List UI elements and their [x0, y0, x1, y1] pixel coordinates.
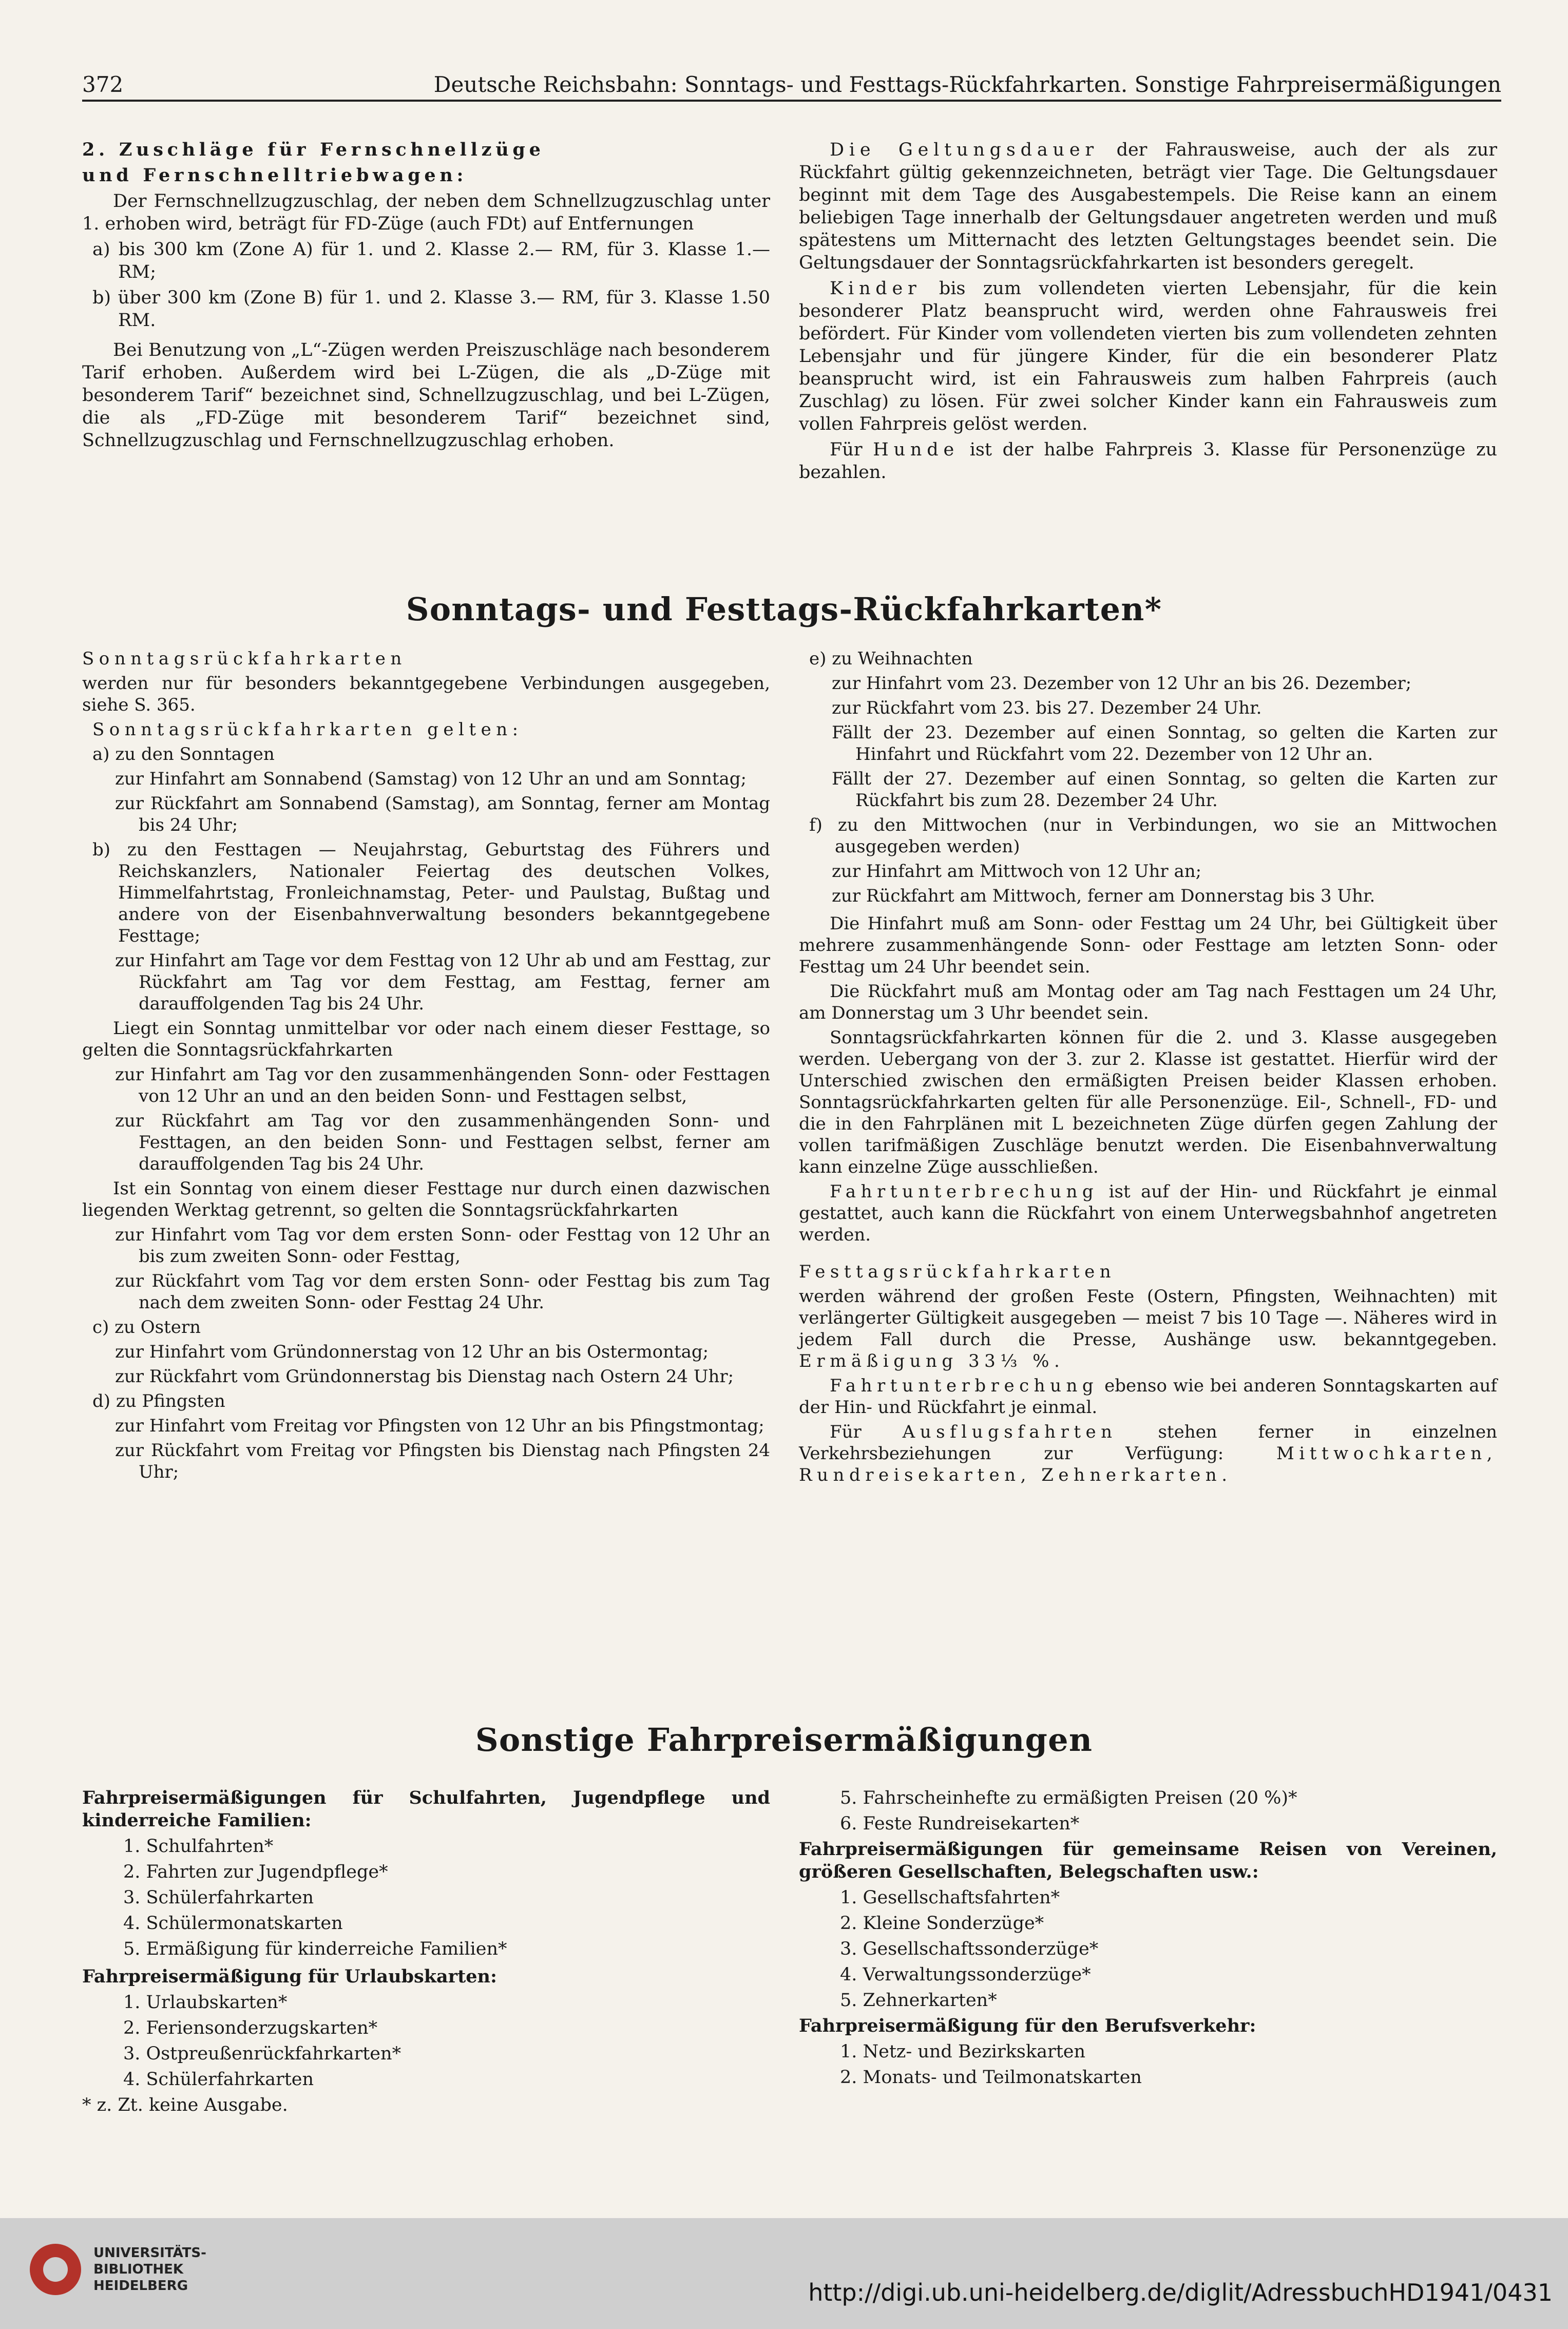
section1-right-column — [799, 648, 1497, 1489]
list-item: b) über 300 km (Zone B) für 1. und 2. Klasse 3.— RM, für 3. Klasse 1.50 RM. — [92, 288, 770, 331]
subheading-sonntagsrueckfahrkarten: Sonntagsrückfahrkarten — [82, 648, 407, 669]
paragraph: werden nur für besonders bekanntgegebene Verbindungen ausgegeben, siehe S. 365. — [82, 673, 770, 715]
emphasis: Fahrtunterbrechung — [830, 1376, 1099, 1396]
list-item: 1. Netz- und Bezirkskarten — [840, 2041, 1086, 2062]
permalink-url[interactable]: http://digi.ub.uni-heidelberg.de/diglit/AdressbuchHD1941/0431 — [808, 2279, 1553, 2306]
section2-left-column — [82, 1787, 770, 2120]
paragraph-text: Für — [830, 1422, 903, 1442]
list-item: 2. Monats- und Teilmonatskarten — [840, 2067, 1142, 2088]
paragraph-fahrtunterbrechung — [799, 1181, 1497, 1246]
subtitle-fernschnellzuege: 2. Zuschläge für Fernschnellzüge — [82, 139, 545, 160]
list-line: zur Rückfahrt vom Freitag vor Pfingsten bis Dienstag nach Pfingsten 24 Uhr; — [115, 1440, 770, 1482]
paragraph-text: der Fahrausweise, auch der als zur Rückfahrt gültig gekennzeichneten, beträgt vier Tage. Die Geltungsdauer beginnt mit dem Tage des Ausgabestempels. Die Reise kann an einem beliebigen Tage innerhalb der Geltungsdauer angetreten werden und muß spätestens um Mitternacht des letzten Geltungstages beendet sein. Die Geltungsdauer der Sonntagsrückfahrkarten ist besonders geregelt. — [799, 140, 1497, 273]
list-line: Fällt der 27. Dezember auf einen Sonntag, so gelten die Karten zur Rückfahrt bis zum 28. Dezember 24 Uhr. — [832, 769, 1497, 811]
list-line: zur Rückfahrt vom Tag vor dem ersten Sonn- oder Festtag bis zum Tag nach dem zweiten Sonn- oder Festtag 24 Uhr. — [115, 1271, 770, 1313]
list-line: zur Rückfahrt vom Gründonnerstag bis Dienstag nach Ostern 24 Uhr; — [115, 1366, 734, 1387]
list-item: 4. Verwaltungssonderzüge* — [840, 1964, 1091, 1985]
paragraph: Die Rückfahrt muß am Montag oder am Tag nach Festtagen um 24 Uhr, am Donnerstag um 3 Uhr beendet sein. — [799, 981, 1497, 1023]
running-header — [82, 68, 1501, 102]
paragraph-hunde — [799, 438, 1497, 484]
library-name-line: UNIVERSITÄTS- — [93, 2245, 206, 2261]
list-line: Fällt der 23. Dezember auf einen Sonntag, so gelten die Karten zur Hinfahrt und Rückfahrt vom 22. Dezember von 12 Uhr an. — [832, 722, 1497, 765]
list-heading-vereine: Fahrpreisermäßigungen für gemeinsame Reisen von Vereinen, größeren Gesellschaften, Belegschaften usw.: — [799, 1839, 1497, 1882]
emphasis: Kinder — [830, 278, 922, 299]
list-item: 1. Gesellschaftsfahrten* — [840, 1887, 1060, 1908]
list-item: b) zu den Festtagen — Neujahrstag, Geburtstag des Führers und Reichskanzlers, Nationaler Feiertag des deutschen Volkes, Himmelfahrtstag, Fronleichnamstag, Peter- und Paulstag, Bußtag und andere von der Eisenbahnverwaltung besonders bekanntgegebene Festtage; — [92, 839, 770, 946]
list-item: 6. Feste Rundreisekarten* — [840, 1813, 1080, 1834]
list-line: zur Hinfahrt vom Freitag vor Pfingsten von 12 Uhr an bis Pfingstmontag; — [115, 1416, 764, 1436]
paragraph-geltungsdauer — [799, 139, 1497, 274]
subheading-festtagsrueckfahrkarten: Festtagsrückfahrkarten — [799, 1262, 1116, 1282]
paragraph-ausflugsfahrten — [799, 1421, 1497, 1486]
list-line: zur Rückfahrt am Mittwoch, ferner am Donnerstag bis 3 Uhr. — [832, 886, 1375, 906]
paragraph: Liegt ein Sonntag unmittelbar vor oder nach einem dieser Festtage, so gelten die Sonntagsrückfahrkarten — [82, 1018, 770, 1060]
list-item: a) zu den Sonntagen — [92, 744, 275, 765]
section-title-fahrpreisermaessigungen: Sonstige Fahrpreisermäßigungen — [475, 1721, 1093, 1759]
list-line: zur Rückfahrt am Tag vor den zusammenhängenden Sonn- und Festtagen, an den beiden Sonn- und Festtagen selbst, ferner am darauffolgenden Tag bis 24 Uhr. — [115, 1111, 770, 1174]
list-item: 5. Ermäßigung für kinderreiche Familien* — [123, 1939, 507, 1959]
page-number: 372 — [82, 72, 124, 97]
list-item: 2. Feriensonderzugskarten* — [123, 2018, 378, 2038]
library-name-line: HEIDELBERG — [93, 2278, 188, 2294]
paragraph-text: werden während der großen Feste (Ostern, Pfingsten, Weihnachten) mit verlängerter Gültigkeit ausgegeben — meist 7 bis 10 Tage —. Näheres wird in jedem Fall durch die Presse, Aushänge usw. bekanntgegeben. — [799, 1286, 1497, 1350]
paragraph: Ist ein Sonntag von einem dieser Festtage nur durch einen dazwischen liegenden Werktag getrennt, so gelten die Sonntagsrückfahrkarten — [82, 1178, 770, 1220]
library-name — [93, 2245, 206, 2294]
footnote: * z. Zt. keine Ausgabe. — [82, 2095, 288, 2115]
list-item: c) zu Ostern — [92, 1317, 201, 1338]
list-item: d) zu Pfingsten — [92, 1391, 225, 1411]
paragraph-text: Für — [830, 440, 873, 460]
paragraph-kinder — [799, 277, 1497, 435]
list-item: 1. Schulfahrten* — [123, 1836, 274, 1857]
paragraph: Bei Benutzung von „L“-Zügen werden Preiszuschläge nach besonderem Tarif erhoben. Außerdem wird bei L-Zügen, die als „D-Züge mit besonderem Tarif“ bezeichnet sind, Schnellzugzuschlag, und bei L-Zügen, die als „FD-Züge mit besonderem Tarif“ bezeichnet sind, Schnellzugzuschlag und Fernschnellzugzuschlag erhoben. — [82, 340, 770, 451]
list-line: zur Hinfahrt vom 23. Dezember von 12 Uhr an bis 26. Dezember; — [832, 673, 1412, 694]
list-heading-schulfahrten: Fahrpreisermäßigungen für Schulfahrten, Jugendpflege und kinderreiche Familien: — [82, 1787, 770, 1831]
top-left-column — [82, 139, 770, 455]
paragraph-text: ist auf der Hin- und Rückfahrt je einmal gestattet, auch kann die Rückfahrt von einem Unterwegsbahnhof angetreten werden. — [799, 1181, 1497, 1245]
list-line: zur Hinfahrt am Mittwoch von 12 Uhr an; — [832, 861, 1202, 882]
emphasis: Fahrtunterbrechung — [830, 1181, 1099, 1202]
paragraph-text: stehen ferner in einzelnen Verkehrsbeziehungen zur Verfügung: — [799, 1422, 1497, 1464]
section1-left-column — [82, 648, 770, 1486]
viewer-footer — [0, 2218, 1568, 2329]
library-name-line: BIBLIOTHEK — [93, 2262, 184, 2277]
emphasis: Hunde — [873, 440, 959, 460]
list-item: 3. Schülerfahrkarten — [123, 1887, 314, 1908]
emphasis: Die Geltungsdauer — [830, 140, 1099, 160]
list-item: 5. Zehnerkarten* — [840, 1990, 997, 2011]
emphasis: Mittwochkarten, Rundreisekarten, Zehnerkarten. — [799, 1443, 1497, 1485]
list-item: f) zu den Mittwochen (nur in Verbindungen, wo sie an Mittwochen ausgegeben werden) — [809, 815, 1497, 857]
list-line: zur Hinfahrt am Tage vor dem Festtag von 12 Uhr ab und am Festtag, zur Rückfahrt am Tag vor dem Festtag, am Festtag, ferner am darauffolgenden Tag bis 24 Uhr. — [115, 950, 770, 1014]
list-item: e) zu Weihnachten — [809, 648, 973, 669]
paragraph-text: bis zum vollendeten vierten Lebensjahr, für die kein besonderer Platz beansprucht wird, werden ohne Fahrausweis frei befördert. Für Kinder vom vollendeten vierten bis zum vollendeten zehnten Lebensjahr und für jüngere Kinder, für die ein besonderer Platz beansprucht wird, ist ein Fahrausweis zum halben Fahrpreis (auch Zuschlag) zu lösen. Für zwei solcher Kinder kann ein Fahrausweis zum vollen Fahrpreis gelöst werden. — [799, 278, 1497, 434]
list-item: 2. Fahrten zur Jugendpflege* — [123, 1862, 388, 1882]
university-logo-icon — [30, 2244, 81, 2295]
paragraph-text: ist der halbe Fahrpreis 3. Klasse für Personenzüge zu bezahlen. — [799, 440, 1497, 483]
list-item: a) bis 300 km (Zone A) für 1. und 2. Klasse 2.— RM, für 3. Klasse 1.— RM; — [92, 239, 770, 282]
subtitle-fernschnelltriebwagen: und Fernschnelltriebwagen: — [82, 165, 468, 186]
paragraph-fahrtunterbrechung-fest — [799, 1375, 1497, 1418]
top-right-column — [799, 139, 1497, 487]
paragraph: Die Hinfahrt muß am Sonn- oder Festtag um 24 Uhr, bei Gültigkeit über mehrere zusammenhängende Sonn- oder Festtage am letzten Sonn- oder Festtag um 24 Uhr beendet sein. — [799, 913, 1497, 977]
list-item: 3. Ostpreußenrückfahrkarten* — [123, 2044, 401, 2064]
paragraph-text: ebenso wie bei anderen Sonntagskarten auf der Hin- und Rückfahrt je einmal. — [799, 1376, 1497, 1418]
list-line: zur Rückfahrt vom 23. bis 27. Dezember 24 Uhr. — [832, 698, 1262, 718]
list-item: 5. Fahrscheinhefte zu ermäßigten Preisen (20 %)* — [840, 1788, 1297, 1808]
list-item: 4. Schülermonatskarten — [123, 1913, 343, 1934]
emphasis: Ausflugsfahrten — [902, 1422, 1117, 1442]
list-item: 4. Schülerfahrkarten — [123, 2069, 314, 2090]
list-line: zur Hinfahrt vom Tag vor dem ersten Sonn- oder Festtag von 12 Uhr an bis zum zweiten Sonn- oder Festtag, — [115, 1225, 770, 1267]
list-line: zur Rückfahrt am Sonnabend (Samstag), am Sonntag, ferner am Montag bis 24 Uhr; — [115, 793, 770, 835]
list-line: zur Hinfahrt vom Gründonnerstag von 12 Uhr an bis Ostermontag; — [115, 1342, 709, 1362]
paragraph: Der Fernschnellzugzuschlag, der neben dem Schnellzugzuschlag unter 1. erhoben wird, beträgt für FD-Züge (auch FDt) auf Entfernungen — [82, 191, 770, 234]
list-line: zur Hinfahrt am Sonnabend (Samstag) von 12 Uhr an und am Sonntag; — [115, 769, 747, 789]
paragraph-festtage — [799, 1286, 1497, 1372]
list-heading-berufsverkehr: Fahrpreisermäßigung für den Berufsverkehr: — [799, 2015, 1256, 2036]
subheading-gelten: Sonntagsrückfahrkarten gelten: — [92, 719, 523, 740]
list-item: 1. Urlaubskarten* — [123, 1992, 288, 2013]
section-title-rueckfahrkarten: Sonntags- und Festtags-Rückfahrkarten* — [406, 590, 1162, 628]
list-item: 3. Gesellschaftssonderzüge* — [840, 1939, 1099, 1959]
emphasis-ermaessigung: Ermäßigung 33⅓ %. — [799, 1351, 1065, 1371]
list-line: zur Hinfahrt am Tag vor den zusammenhängenden Sonn- oder Festtagen von 12 Uhr an und an den beiden Sonn- und Festtagen selbst, — [115, 1064, 770, 1106]
section2-right-column — [799, 1787, 1497, 2092]
list-heading-urlaubskarten: Fahrpreisermäßigung für Urlaubskarten: — [82, 1966, 497, 1987]
paragraph: Sonntagsrückfahrkarten können für die 2. und 3. Klasse ausgegeben werden. Uebergang von der 3. zur 2. Klasse ist gestattet. Hierfür wird der Unterschied zwischen den ermäßigten Preisen beider Klassen erhoben. Sonntagsrückfahrkarten gelten für alle Personenzüge. Eil-, Schnell-, FD- und die in den Fahrplänen mit L bezeichneten Züge dürfen gegen Zahlung der vollen tarifmäßigen Zuschläge benutzt werden. Die Eisenbahnverwaltung kann einzelne Züge ausschließen. — [799, 1027, 1497, 1177]
running-title: Deutsche Reichsbahn: Sonntags- und Festtags-Rückfahrkarten. Sonstige Fahrpreisermäßigungen — [433, 72, 1501, 97]
list-item: 2. Kleine Sonderzüge* — [840, 1913, 1044, 1934]
